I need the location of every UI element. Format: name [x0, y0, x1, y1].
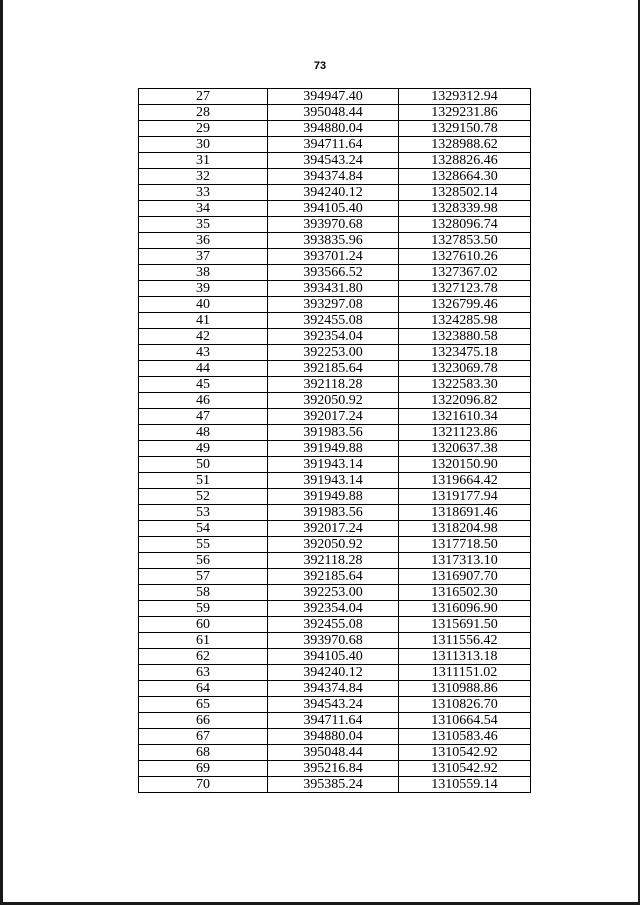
table-row [139, 425, 531, 441]
x-coordinate-cell: 392354.04 [268, 329, 399, 345]
y-coordinate-cell: 1317718.50 [399, 537, 531, 553]
point-number-cell: 43 [139, 345, 268, 361]
y-coordinate-cell: 1321123.86 [399, 425, 531, 441]
y-coordinate-cell: 1328339.98 [399, 201, 531, 217]
table-row [139, 217, 531, 233]
x-coordinate-cell: 392050.92 [268, 537, 399, 553]
y-coordinate-cell: 1328826.46 [399, 153, 531, 169]
y-coordinate-cell: 1328988.62 [399, 137, 531, 153]
table-row [139, 505, 531, 521]
table-row [139, 585, 531, 601]
y-coordinate-cell: 1321610.34 [399, 409, 531, 425]
x-coordinate-cell: 392118.28 [268, 377, 399, 393]
y-coordinate-cell: 1327123.78 [399, 281, 531, 297]
table-row [139, 409, 531, 425]
x-coordinate-cell: 391943.14 [268, 457, 399, 473]
point-number-cell: 46 [139, 393, 268, 409]
table-row [139, 601, 531, 617]
point-number-cell: 66 [139, 713, 268, 729]
y-coordinate-cell: 1320150.90 [399, 457, 531, 473]
point-number-cell: 34 [139, 201, 268, 217]
y-coordinate-cell: 1322583.30 [399, 377, 531, 393]
point-number-cell: 50 [139, 457, 268, 473]
y-coordinate-cell: 1310664.54 [399, 713, 531, 729]
table-row [139, 665, 531, 681]
y-coordinate-cell: 1323475.18 [399, 345, 531, 361]
point-number-cell: 41 [139, 313, 268, 329]
point-number-cell: 58 [139, 585, 268, 601]
y-coordinate-cell: 1326799.46 [399, 297, 531, 313]
x-coordinate-cell: 394711.64 [268, 713, 399, 729]
table-row [139, 153, 531, 169]
y-coordinate-cell: 1328502.14 [399, 185, 531, 201]
table-row [139, 281, 531, 297]
y-coordinate-cell: 1318691.46 [399, 505, 531, 521]
table-row [139, 441, 531, 457]
point-number-cell: 68 [139, 745, 268, 761]
table-row [139, 761, 531, 777]
x-coordinate-cell: 392455.08 [268, 313, 399, 329]
point-number-cell: 62 [139, 649, 268, 665]
table-row [139, 745, 531, 761]
x-coordinate-cell: 392185.64 [268, 361, 399, 377]
x-coordinate-cell: 392118.28 [268, 553, 399, 569]
point-number-cell: 37 [139, 249, 268, 265]
table-row [139, 105, 531, 121]
y-coordinate-cell: 1320637.38 [399, 441, 531, 457]
table-row [139, 553, 531, 569]
table-row [139, 393, 531, 409]
point-number-cell: 29 [139, 121, 268, 137]
y-coordinate-cell: 1329312.94 [399, 89, 531, 105]
point-number-cell: 35 [139, 217, 268, 233]
x-coordinate-cell: 392455.08 [268, 617, 399, 633]
table-row [139, 633, 531, 649]
x-coordinate-cell: 392050.92 [268, 393, 399, 409]
table-row [139, 137, 531, 153]
x-coordinate-cell: 391949.88 [268, 441, 399, 457]
y-coordinate-cell: 1315691.50 [399, 617, 531, 633]
x-coordinate-cell: 391943.14 [268, 473, 399, 489]
point-number-cell: 36 [139, 233, 268, 249]
table-row [139, 537, 531, 553]
point-number-cell: 61 [139, 633, 268, 649]
y-coordinate-cell: 1323069.78 [399, 361, 531, 377]
point-number-cell: 54 [139, 521, 268, 537]
y-coordinate-cell: 1310542.92 [399, 761, 531, 777]
point-number-cell: 33 [139, 185, 268, 201]
x-coordinate-cell: 392253.00 [268, 345, 399, 361]
table-row [139, 521, 531, 537]
y-coordinate-cell: 1311151.02 [399, 665, 531, 681]
x-coordinate-cell: 392253.00 [268, 585, 399, 601]
x-coordinate-cell: 393835.96 [268, 233, 399, 249]
point-number-cell: 28 [139, 105, 268, 121]
point-number-cell: 52 [139, 489, 268, 505]
table-row [139, 185, 531, 201]
y-coordinate-cell: 1310542.92 [399, 745, 531, 761]
y-coordinate-cell: 1317313.10 [399, 553, 531, 569]
x-coordinate-cell: 392185.64 [268, 569, 399, 585]
point-number-cell: 59 [139, 601, 268, 617]
table-row [139, 713, 531, 729]
table-row [139, 489, 531, 505]
y-coordinate-cell: 1324285.98 [399, 313, 531, 329]
y-coordinate-cell: 1323880.58 [399, 329, 531, 345]
x-coordinate-cell: 392017.24 [268, 521, 399, 537]
table-row [139, 729, 531, 745]
point-number-cell: 31 [139, 153, 268, 169]
table-row [139, 345, 531, 361]
table-row [139, 329, 531, 345]
x-coordinate-cell: 393970.68 [268, 217, 399, 233]
x-coordinate-cell: 394374.84 [268, 681, 399, 697]
y-coordinate-cell: 1329150.78 [399, 121, 531, 137]
x-coordinate-cell: 391983.56 [268, 505, 399, 521]
x-coordinate-cell: 392354.04 [268, 601, 399, 617]
point-number-cell: 48 [139, 425, 268, 441]
y-coordinate-cell: 1329231.86 [399, 105, 531, 121]
point-number-cell: 45 [139, 377, 268, 393]
point-number-cell: 40 [139, 297, 268, 313]
point-number-cell: 64 [139, 681, 268, 697]
y-coordinate-cell: 1316907.70 [399, 569, 531, 585]
y-coordinate-cell: 1322096.82 [399, 393, 531, 409]
y-coordinate-cell: 1310988.86 [399, 681, 531, 697]
point-number-cell: 69 [139, 761, 268, 777]
x-coordinate-cell: 394711.64 [268, 137, 399, 153]
x-coordinate-cell: 394880.04 [268, 121, 399, 137]
coordinates-table-body [139, 89, 531, 793]
point-number-cell: 47 [139, 409, 268, 425]
y-coordinate-cell: 1327367.02 [399, 265, 531, 281]
x-coordinate-cell: 394880.04 [268, 729, 399, 745]
x-coordinate-cell: 391949.88 [268, 489, 399, 505]
point-number-cell: 27 [139, 89, 268, 105]
point-number-cell: 56 [139, 553, 268, 569]
table-row [139, 265, 531, 281]
scan-edge-left [0, 0, 3, 905]
point-number-cell: 70 [139, 777, 268, 793]
x-coordinate-cell: 394105.40 [268, 201, 399, 217]
point-number-cell: 51 [139, 473, 268, 489]
y-coordinate-cell: 1327853.50 [399, 233, 531, 249]
table-row [139, 169, 531, 185]
point-number-cell: 38 [139, 265, 268, 281]
y-coordinate-cell: 1328096.74 [399, 217, 531, 233]
table-row [139, 313, 531, 329]
x-coordinate-cell: 394374.84 [268, 169, 399, 185]
point-number-cell: 57 [139, 569, 268, 585]
x-coordinate-cell: 394240.12 [268, 665, 399, 681]
y-coordinate-cell: 1316096.90 [399, 601, 531, 617]
table-row [139, 649, 531, 665]
x-coordinate-cell: 393431.80 [268, 281, 399, 297]
y-coordinate-cell: 1316502.30 [399, 585, 531, 601]
x-coordinate-cell: 394105.40 [268, 649, 399, 665]
y-coordinate-cell: 1327610.26 [399, 249, 531, 265]
y-coordinate-cell: 1310583.46 [399, 729, 531, 745]
point-number-cell: 55 [139, 537, 268, 553]
table-row [139, 473, 531, 489]
y-coordinate-cell: 1319177.94 [399, 489, 531, 505]
point-number-cell: 67 [139, 729, 268, 745]
x-coordinate-cell: 391983.56 [268, 425, 399, 441]
x-coordinate-cell: 395216.84 [268, 761, 399, 777]
table-row [139, 569, 531, 585]
table-row [139, 297, 531, 313]
point-number-cell: 42 [139, 329, 268, 345]
point-number-cell: 44 [139, 361, 268, 377]
y-coordinate-cell: 1311556.42 [399, 633, 531, 649]
x-coordinate-cell: 393701.24 [268, 249, 399, 265]
x-coordinate-cell: 395048.44 [268, 745, 399, 761]
point-number-cell: 65 [139, 697, 268, 713]
point-number-cell: 53 [139, 505, 268, 521]
table-row [139, 89, 531, 105]
table-row [139, 777, 531, 793]
table-row [139, 617, 531, 633]
y-coordinate-cell: 1311313.18 [399, 649, 531, 665]
point-number-cell: 60 [139, 617, 268, 633]
table-row [139, 361, 531, 377]
x-coordinate-cell: 393970.68 [268, 633, 399, 649]
x-coordinate-cell: 394947.40 [268, 89, 399, 105]
table-row [139, 233, 531, 249]
x-coordinate-cell: 393297.08 [268, 297, 399, 313]
y-coordinate-cell: 1310559.14 [399, 777, 531, 793]
point-number-cell: 30 [139, 137, 268, 153]
page-number: 73 [313, 60, 327, 72]
y-coordinate-cell: 1318204.98 [399, 521, 531, 537]
table-row [139, 201, 531, 217]
table-row [139, 457, 531, 473]
x-coordinate-cell: 394240.12 [268, 185, 399, 201]
point-number-cell: 32 [139, 169, 268, 185]
coordinates-table [138, 88, 531, 793]
table-row [139, 697, 531, 713]
y-coordinate-cell: 1310826.70 [399, 697, 531, 713]
table-row [139, 681, 531, 697]
x-coordinate-cell: 395048.44 [268, 105, 399, 121]
y-coordinate-cell: 1319664.42 [399, 473, 531, 489]
table-row [139, 377, 531, 393]
y-coordinate-cell: 1328664.30 [399, 169, 531, 185]
x-coordinate-cell: 395385.24 [268, 777, 399, 793]
point-number-cell: 39 [139, 281, 268, 297]
table-row [139, 249, 531, 265]
point-number-cell: 49 [139, 441, 268, 457]
point-number-cell: 63 [139, 665, 268, 681]
x-coordinate-cell: 394543.24 [268, 153, 399, 169]
x-coordinate-cell: 392017.24 [268, 409, 399, 425]
table-row [139, 121, 531, 137]
x-coordinate-cell: 394543.24 [268, 697, 399, 713]
x-coordinate-cell: 393566.52 [268, 265, 399, 281]
